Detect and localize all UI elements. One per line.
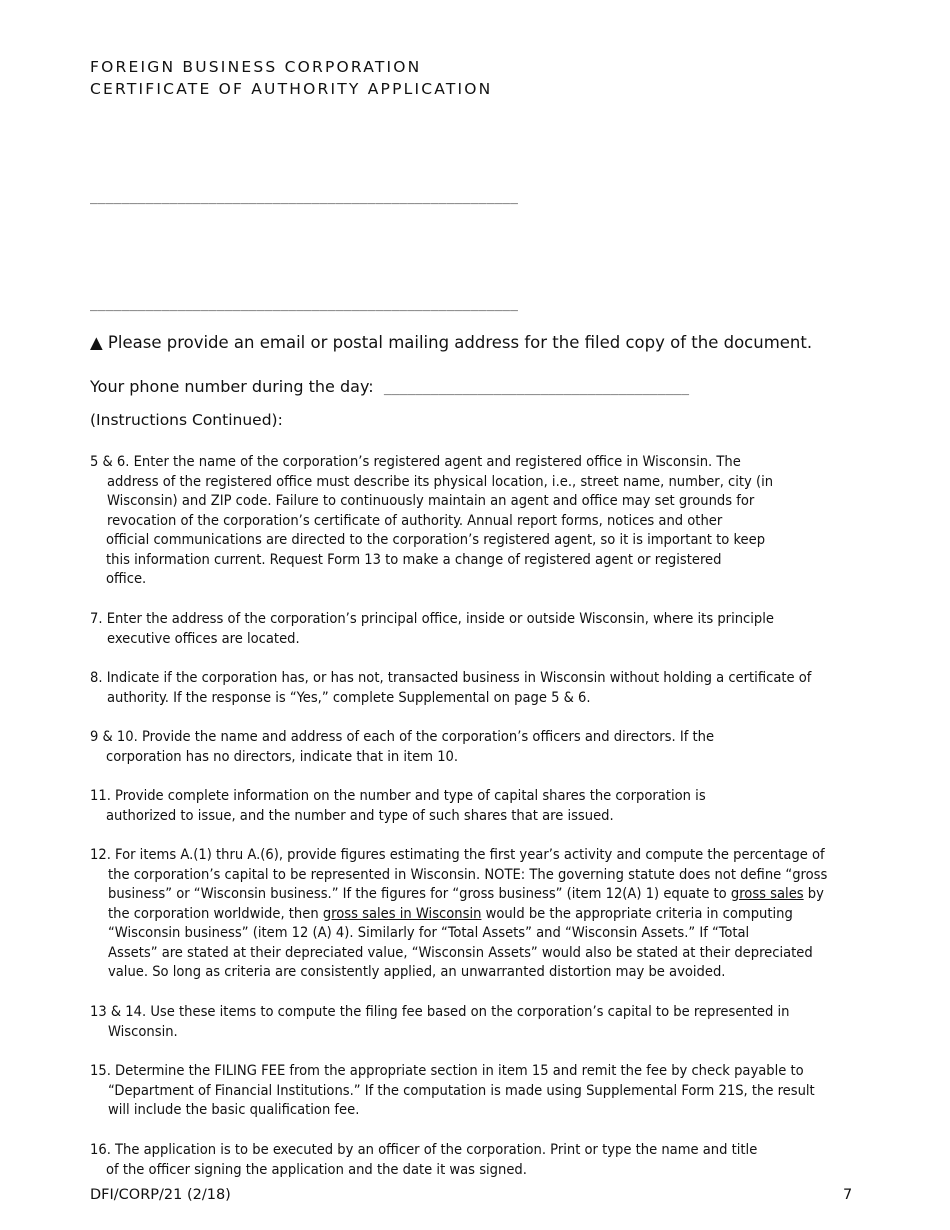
item-line: 12. For items A.(1) thru A.(6), provide figures estimating the first year’s activity and compute the percentage of	[90, 846, 825, 863]
item-line: 5 & 6. Enter the name of the corporation’s registered agent and registered office in Wisconsin. The	[90, 453, 741, 470]
item-line: this information current. Request Form 13 to make a change of registered agent or registered	[106, 550, 722, 568]
item-line: 16. The application is to be executed by an officer of the corporation. Print or type the name and title	[90, 1141, 758, 1158]
item-line: 13 & 14. Use these items to compute the filing fee based on the corporation’s capital to be represented in	[90, 1003, 790, 1020]
item-line: authorized to issue, and the number and type of such shares that are issued.	[106, 806, 614, 824]
item-line: official communications are directed to the corporation’s registered agent, so it is important to keep	[106, 531, 766, 548]
item-text: business” or “Wisconsin business.” If the figures for “gross business” (item 12(A) 1) equate to	[108, 885, 731, 902]
gross-sales-in-wisconsin-underlined: gross sales in Wisconsin	[322, 904, 482, 922]
instructions-continued-heading: (Instructions Continued):	[90, 411, 283, 429]
item-line: office.	[106, 570, 147, 587]
item-line: executive offices are located.	[107, 629, 300, 647]
item-line: address of the registered office must describe its physical location, i.e., street name, number, city (in	[107, 472, 774, 490]
instruction-item-7	[90, 609, 774, 648]
phone-blank: _______________________________________	[383, 381, 690, 396]
item-line: 11. Provide complete information on the number and type of capital shares the corporation is	[90, 787, 706, 804]
item-line	[90, 884, 827, 904]
instruction-item-13-14	[90, 1002, 789, 1041]
item-line: “Wisconsin business” (item 12 (A) 4). Similarly for “Total Assets” and “Wisconsin Assets.” If “Total	[108, 924, 750, 941]
instruction-item-9-10	[90, 727, 714, 766]
item-line: revocation of the corporation’s certificate of authority. Annual report forms, notices and other	[107, 511, 723, 529]
header-title-line2: CERTIFICATE OF AUTHORITY APPLICATION	[90, 80, 493, 98]
item-line: corporation has no directors, indicate that in item 10.	[106, 747, 459, 765]
mail-notice: ▲ Please provide an email or postal mailing address for the filed copy of the document.	[90, 333, 813, 352]
item-line: value. So long as criteria are consistently applied, an unwarranted distortion may be avoided.	[108, 963, 726, 980]
item-line	[90, 904, 827, 924]
item-line: will include the basic qualification fee.	[108, 1101, 360, 1118]
item-line: “Department of Financial Institutions.” If the computation is made using Supplemental Form 21S, the result	[108, 1081, 815, 1099]
form-id: DFI/CORP/21 (2/18)	[90, 1187, 231, 1203]
instruction-item-15	[90, 1061, 815, 1120]
item-line: 8. Indicate if the corporation has, or has not, transacted business in Wisconsin without holding a certificate of	[90, 669, 812, 686]
item-line: 7. Enter the address of the corporation’s principal office, inside or outside Wisconsin, where its principle	[90, 610, 774, 627]
item-line: Wisconsin) and ZIP code. Failure to continuously maintain an agent and office may set grounds for	[107, 492, 755, 509]
phone-label: Your phone number during the day:	[90, 377, 374, 396]
instruction-item-16	[90, 1140, 757, 1179]
gross-sales-underlined: gross sales	[730, 885, 804, 902]
header-title-line1: FOREIGN BUSINESS CORPORATION	[90, 58, 422, 76]
form-header	[90, 56, 492, 100]
item-line: of the officer signing the application and the date it was signed.	[106, 1160, 527, 1178]
instruction-item-5-6	[90, 452, 773, 589]
item-line: 9 & 10. Provide the name and address of each of the corporation’s officers and directors. If the	[90, 728, 715, 745]
item-line: authority. If the response is “Yes,” complete Supplemental on page 5 & 6.	[107, 688, 591, 706]
item-text: would be the appropriate criteria in computing	[481, 904, 793, 922]
item-line: Wisconsin.	[108, 1022, 178, 1040]
item-line: 15. Determine the FILING FEE from the appropriate section in item 15 and remit the fee by check payable to	[90, 1062, 804, 1079]
item-text: by	[803, 885, 824, 902]
phone-line	[90, 377, 689, 396]
instruction-item-12	[90, 845, 827, 982]
item-text: the corporation worldwide, then	[108, 904, 323, 922]
address-blank-line-1: ______________________________________________________	[90, 190, 519, 205]
item-line: the corporation’s capital to be represented in Wisconsin. NOTE: The governing statute does not define “gross	[108, 865, 828, 883]
instruction-item-11	[90, 786, 706, 825]
address-blank-line-2: ______________________________________________________	[90, 297, 519, 312]
item-line: Assets” are stated at their depreciated value, “Wisconsin Assets” would also be stated at their depreciated	[108, 943, 813, 961]
page-number: 7	[843, 1187, 853, 1203]
instruction-item-8	[90, 668, 811, 707]
